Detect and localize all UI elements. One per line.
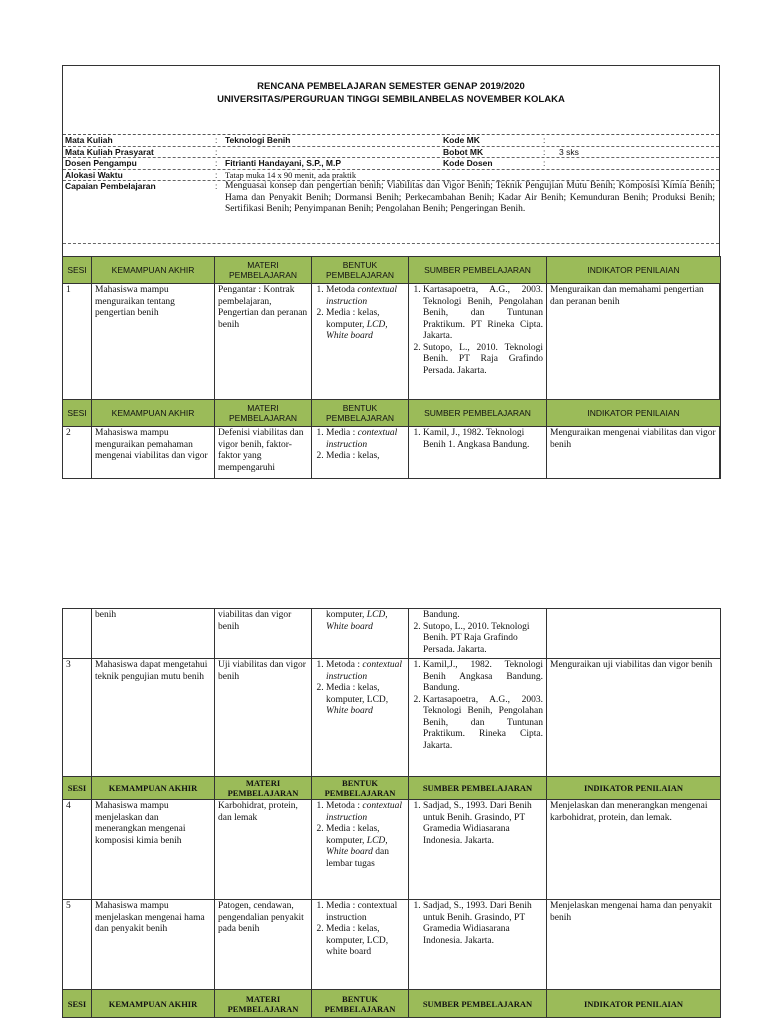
- header-bentuk: BENTUK PEMBELAJARAN: [312, 257, 409, 284]
- cell-bentuk: 1. Media : contextual instruction 2. Media : kelas, komputer, LCD, white board: [312, 900, 409, 990]
- cell-bentuk: 1. Metoda : contextual instruction 2. Media : kelas, komputer, LCD, White board: [312, 659, 409, 777]
- info-row-dosen: [63, 158, 719, 170]
- cell-materi: Uji viabilitas dan vigor benih: [215, 659, 312, 777]
- header-sumber: SUMBER PEMBELAJARAN: [409, 400, 547, 427]
- header-indikator: INDIKATOR PENILAIAN: [547, 990, 721, 1018]
- table-row-sesi-2-continued: [63, 609, 721, 659]
- header-kemampuan: KEMAMPUAN AKHIR: [92, 777, 215, 800]
- info-value-2: [553, 135, 719, 146]
- header-kemampuan: KEMAMPUAN AKHIR: [92, 257, 215, 284]
- cell-bentuk: 1. Media : contextual instruction 2. Media : kelas,: [312, 427, 409, 479]
- header-indikator: INDIKATOR PENILAIAN: [547, 257, 721, 284]
- table-header-row: [63, 257, 721, 284]
- info-colon: :: [543, 135, 546, 145]
- header-materi: MATERI PEMBELAJARAN: [215, 990, 312, 1018]
- cell-materi: Defenisi viabilitas dan vigor benih, faktor-faktor yang mempengaruhi: [215, 427, 312, 479]
- cell-sumber: 1. Kamil,J., 1982. Teknologi Benih Angkasa Bandung. Bandung. 2. Kartasapoetra, A.G., 2003. Teknologi Benih, Pengolahan Benih, dan Tuntunan Praktikum. Rineka Cipta. Jakarta.: [409, 659, 547, 777]
- header-sesi: SESI: [63, 400, 92, 427]
- info-label: Dosen Pengampu: [65, 158, 137, 168]
- capaian-text: Menguasai konsep dan pengertian benih; Viabilitas dan Vigor Benih; Teknik Pengujian Mutu Benih; Komposisi Kimia Benih; Hama dan Penyakit Benih; Dormansi Benih; Perkecambahan Benih; Kadar Air Benih; Kemunduran Benih; Produksi Benih; Sertifikasi Benih; Penyimpanan Benih; Pengolahan Benih; Pengeringan Benih.: [225, 181, 715, 214]
- header-sumber: SUMBER PEMBELAJARAN: [409, 777, 547, 800]
- cell-sesi: 1: [63, 284, 92, 400]
- cell-sumber: 1. Sadjad, S., 1993. Dari Benih untuk Benih. Grasindo, PT Gramedia Widiasarana Indonesia. Jakarta.: [409, 800, 547, 900]
- cell-bentuk: 1. Metoda : contextual instruction 2. Media : kelas, komputer, LCD, White board dan lembar tugas: [312, 800, 409, 900]
- cell-sumber: 1. Kartasapoetra, A.G., 2003. Teknologi Benih, Pengolahan Benih, dan Tuntunan Praktikum. PT Rineka Cipta. Jakarta. 2. Sutopo, L., 2010. Teknologi Benih. PT Raja Grafindo Persada. Jakarta.: [409, 284, 547, 400]
- header-sesi: SESI: [63, 257, 92, 284]
- cell-sesi: 2: [63, 427, 92, 479]
- info-row-prasyarat: [63, 147, 719, 159]
- cell-sesi: 4: [63, 800, 92, 900]
- title-line-1: RENCANA PEMBELAJARAN SEMESTER GENAP 2019/2020: [257, 81, 525, 92]
- cell-indikator: [547, 609, 721, 659]
- cell-kemampuan: Mahasiswa mampu menguraikan pemahaman mengenai viabilitas dan vigor: [92, 427, 215, 479]
- header-bentuk: BENTUK PEMBELAJARAN: [312, 777, 409, 800]
- cell-materi: Patogen, cendawan, pengendalian penyakit pada benih: [215, 900, 312, 990]
- rps-table-page-1: [62, 256, 721, 479]
- cell-sumber: 1. Sadjad, S., 1993. Dari Benih untuk Benih. Grasindo, PT Gramedia Widiasarana Indonesia. Jakarta.: [409, 900, 547, 990]
- header-indikator: INDIKATOR PENILAIAN: [547, 777, 721, 800]
- info-label-2: Kode MK: [443, 135, 480, 145]
- cell-materi: viabilitas dan vigor benih: [215, 609, 312, 659]
- info-colon: :: [215, 181, 218, 191]
- header-bentuk: BENTUK PEMBELAJARAN: [312, 400, 409, 427]
- rps-table-page-2: [62, 608, 721, 1018]
- cell-materi: Karbohidrat, protein, dan lemak: [215, 800, 312, 900]
- cell-bentuk: 1. Metoda contextual instruction 2. Media : kelas, komputer, LCD, White board: [312, 284, 409, 400]
- info-colon: :: [215, 146, 218, 157]
- capaian-pembelajaran: [63, 181, 719, 244]
- info-row-mata-kuliah: [63, 135, 719, 147]
- header-kemampuan: KEMAMPUAN AKHIR: [92, 990, 215, 1018]
- cell-sesi: 3: [63, 659, 92, 777]
- info-value-2: [553, 158, 719, 169]
- cell-indikator: Menjelaskan mengenai hama dan penyakit benih: [547, 900, 721, 990]
- cell-indikator: Menguraikan dan memahami pengertian dan peranan benih: [547, 284, 721, 400]
- info-label: Alokasi Waktu: [65, 169, 123, 180]
- info-value-2: 3 sks: [559, 146, 579, 157]
- header-indikator: INDIKATOR PENILAIAN: [547, 400, 721, 427]
- course-info: [63, 134, 719, 244]
- table-row-sesi-4: [63, 800, 721, 900]
- header-sesi: SESI: [63, 990, 92, 1018]
- info-value: Teknologi Benih: [225, 135, 291, 145]
- info-value: Fitrianti Handayani, S.P., M.P: [225, 158, 342, 168]
- cell-sumber: 1. Kamil, J., 1982. Teknologi Benih 1. Angkasa Bandung.: [409, 427, 547, 479]
- info-value: Tatap muka 14 x 90 menit, ada praktik: [225, 169, 357, 180]
- info-label: Mata Kuliah Prasyarat: [65, 146, 154, 157]
- header-sesi: SESI: [63, 777, 92, 800]
- header-kemampuan: KEMAMPUAN AKHIR: [92, 400, 215, 427]
- header-bentuk: BENTUK PEMBELAJARAN: [312, 990, 409, 1018]
- document-title: [63, 66, 719, 124]
- table-header-row: [63, 990, 721, 1018]
- table-row-sesi-5: [63, 900, 721, 990]
- table-row-sesi-2: [63, 427, 721, 479]
- cell-bentuk: komputer, LCD, White board: [312, 609, 409, 659]
- table-row-sesi-3: [63, 659, 721, 777]
- cell-sumber: Bandung. 2. Sutopo, L., 2010. Teknologi Benih. PT Raja Grafindo Persada. Jakarta.: [409, 609, 547, 659]
- cell-sesi: [63, 609, 92, 659]
- info-colon: :: [543, 158, 546, 168]
- table-header-row: [63, 777, 721, 800]
- info-colon: :: [543, 146, 546, 157]
- info-label-2: Bobot MK: [443, 146, 484, 157]
- cell-kemampuan: Mahasiswa mampu menguraikan tentang pengertian benih: [92, 284, 215, 400]
- cell-indikator: Menguraikan uji viabilitas dan vigor benih: [547, 659, 721, 777]
- info-label-2: Kode Dosen: [443, 158, 493, 168]
- cell-kemampuan: Mahasiswa mampu menjelaskan mengenai hama dan penyakit benih: [92, 900, 215, 990]
- cell-indikator: Menjelaskan dan menerangkan mengenai karbohidrat, protein, dan lemak.: [547, 800, 721, 900]
- cell-sesi: 5: [63, 900, 92, 990]
- table-row-sesi-1: [63, 284, 721, 400]
- info-label: Mata Kuliah: [65, 135, 113, 145]
- capaian-label: Capaian Pembelajaran: [65, 181, 156, 191]
- header-materi: MATERI PEMBELAJARAN: [215, 400, 312, 427]
- info-colon: :: [215, 135, 218, 145]
- header-sumber: SUMBER PEMBELAJARAN: [409, 257, 547, 284]
- cell-indikator: Menguraikan mengenai viabilitas dan vigor benih: [547, 427, 721, 479]
- cell-materi: Pengantar : Kontrak pembelajaran, Pengertian dan peranan benih: [215, 284, 312, 400]
- title-line-2: UNIVERSITAS/PERGURUAN TINGGI SEMBILANBELAS NOVEMBER KOLAKA: [217, 94, 565, 105]
- header-materi: MATERI PEMBELAJARAN: [215, 777, 312, 800]
- cell-kemampuan: Mahasiswa mampu menjelaskan dan menerangkan mengenai komposisi kimia benih: [92, 800, 215, 900]
- info-row-alokasi: [63, 170, 719, 182]
- table-header-row: [63, 400, 721, 427]
- header-sumber: SUMBER PEMBELAJARAN: [409, 990, 547, 1018]
- header-materi: MATERI PEMBELAJARAN: [215, 257, 312, 284]
- info-colon: :: [215, 169, 218, 180]
- cell-kemampuan: benih: [92, 609, 215, 659]
- info-colon: :: [215, 158, 218, 168]
- info-value: [225, 147, 443, 158]
- cell-kemampuan: Mahasiswa dapat mengetahui teknik pengujian mutu benih: [92, 659, 215, 777]
